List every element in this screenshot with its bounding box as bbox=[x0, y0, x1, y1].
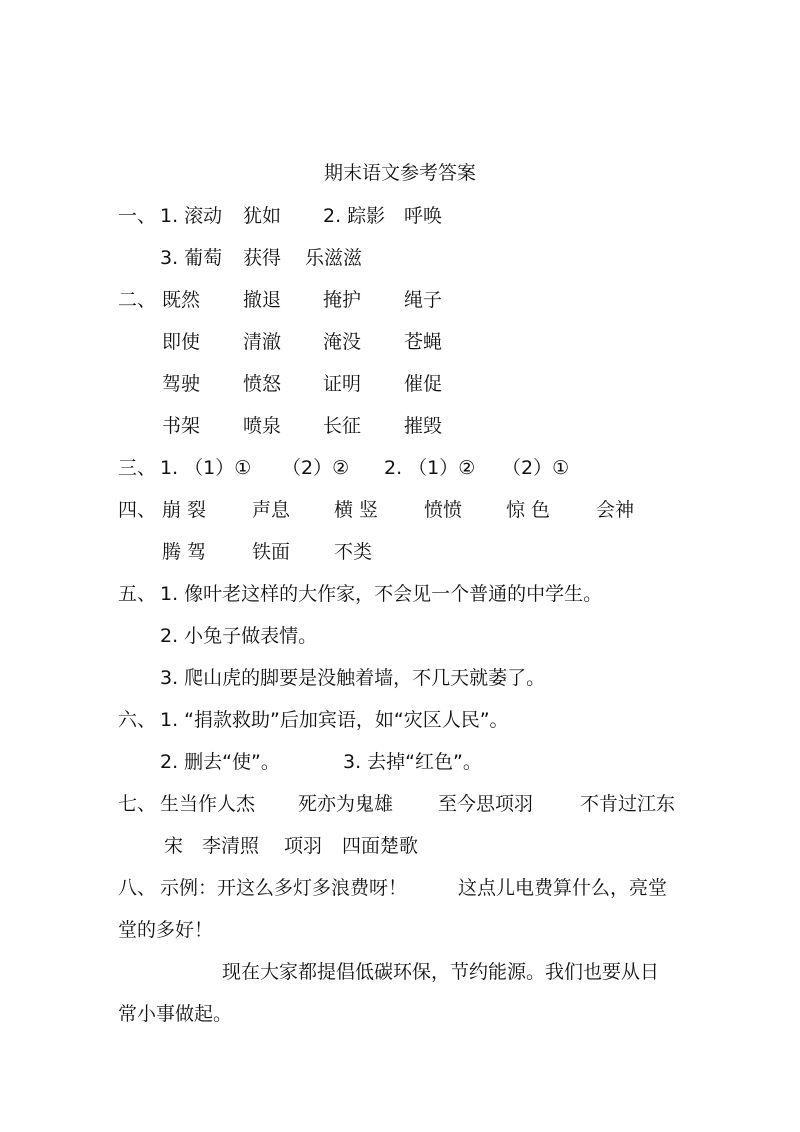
section-3-prefix: 三、 bbox=[118, 457, 157, 479]
answer-item: 清澈 bbox=[243, 331, 282, 353]
answer-item: 惊 色 bbox=[506, 499, 551, 521]
answer-item: 崩 裂 bbox=[162, 499, 207, 521]
answer-sentence: 这点儿电费算什么，亮堂 bbox=[458, 877, 668, 899]
section-5-prefix: 五、 bbox=[118, 583, 157, 605]
section-4-prefix: 四、 bbox=[118, 499, 157, 521]
answer-item: 1. 滚动 bbox=[160, 205, 223, 227]
answer-item: 横 竖 bbox=[334, 499, 379, 521]
answer-item: 驾驶 bbox=[162, 373, 201, 395]
answer-item: 犹如 bbox=[243, 205, 282, 227]
answer-sentence: 示例：开这么多灯多浪费呀！ bbox=[160, 877, 408, 899]
answer-item: 苍蝇 bbox=[404, 331, 443, 353]
answer-item: 2. 踪影 bbox=[323, 205, 386, 227]
answer-sentence: 堂的多好！ bbox=[118, 919, 214, 941]
answer-item: 至今思项羽 bbox=[438, 793, 534, 815]
answer-item: 李清照 bbox=[202, 835, 260, 857]
answer-item: 撤退 bbox=[243, 289, 282, 311]
answer-sentence: 现在大家都提倡低碳环保，节约能源。我们也要从日 bbox=[222, 961, 660, 983]
answer-item: 会神 bbox=[596, 499, 635, 521]
answer-item: （2）② bbox=[282, 457, 350, 479]
answer-item: 证明 bbox=[323, 373, 362, 395]
answer-item: 2. （1）② bbox=[384, 457, 476, 479]
answer-item: 愤怒 bbox=[243, 373, 282, 395]
answer-sentence: 2. 小兔子做表情。 bbox=[160, 625, 318, 647]
answer-item: 绳子 bbox=[404, 289, 443, 311]
page-title: 期末语文参考答案 bbox=[323, 162, 476, 184]
answer-item: 宋 bbox=[164, 835, 184, 857]
answer-item: 长征 bbox=[323, 415, 362, 437]
answer-item: 掩护 bbox=[323, 289, 362, 311]
answer-item: 腾 驾 bbox=[162, 541, 207, 563]
section-7-prefix: 七、 bbox=[118, 793, 157, 815]
answer-item: 不类 bbox=[334, 541, 373, 563]
answer-item: 不肯过江东 bbox=[580, 793, 676, 815]
answer-item: （2）① bbox=[502, 457, 570, 479]
answer-item: 既然 bbox=[162, 289, 201, 311]
answer-item: 喷泉 bbox=[243, 415, 282, 437]
answer-item: 3. 去掉“红色”。 bbox=[343, 751, 482, 773]
answer-item: 即使 bbox=[162, 331, 201, 353]
section-1-prefix: 一、 bbox=[118, 205, 157, 227]
section-8-prefix: 八、 bbox=[118, 877, 157, 899]
answer-item: 声息 bbox=[252, 499, 291, 521]
answer-item: 乐滋滋 bbox=[305, 247, 363, 269]
answer-item: 书架 bbox=[162, 415, 201, 437]
section-6-prefix: 六、 bbox=[118, 709, 157, 731]
answer-item: 项羽 bbox=[284, 835, 323, 857]
answer-item: 催促 bbox=[404, 373, 443, 395]
answer-item: 摧毁 bbox=[404, 415, 443, 437]
answer-item: 淹没 bbox=[323, 331, 362, 353]
answer-sentence: 1. “捐款救助”后加宾语，如“灾区人民”。 bbox=[160, 709, 509, 731]
answer-item: 3. 葡萄 bbox=[160, 247, 223, 269]
answer-item: 生当作人杰 bbox=[160, 793, 256, 815]
answer-item: 铁面 bbox=[252, 541, 291, 563]
answer-item: 四面楚歌 bbox=[342, 835, 419, 857]
answer-sentence: 常小事做起。 bbox=[118, 1003, 233, 1025]
answer-item: 1. （1）① bbox=[160, 457, 252, 479]
answer-item: 愤愤 bbox=[424, 499, 463, 521]
answer-sentence: 3. 爬山虎的脚要是没触着墙，不几天就萎了。 bbox=[160, 667, 546, 689]
answer-item: 2. 删去“使”。 bbox=[160, 751, 280, 773]
answer-sentence: 1. 像叶老这样的大作家，不会见一个普通的中学生。 bbox=[160, 583, 603, 605]
section-2-prefix: 二、 bbox=[118, 289, 157, 311]
answer-item: 获得 bbox=[243, 247, 282, 269]
answer-item: 死亦为鬼雄 bbox=[298, 793, 394, 815]
answer-item: 呼唤 bbox=[404, 205, 443, 227]
